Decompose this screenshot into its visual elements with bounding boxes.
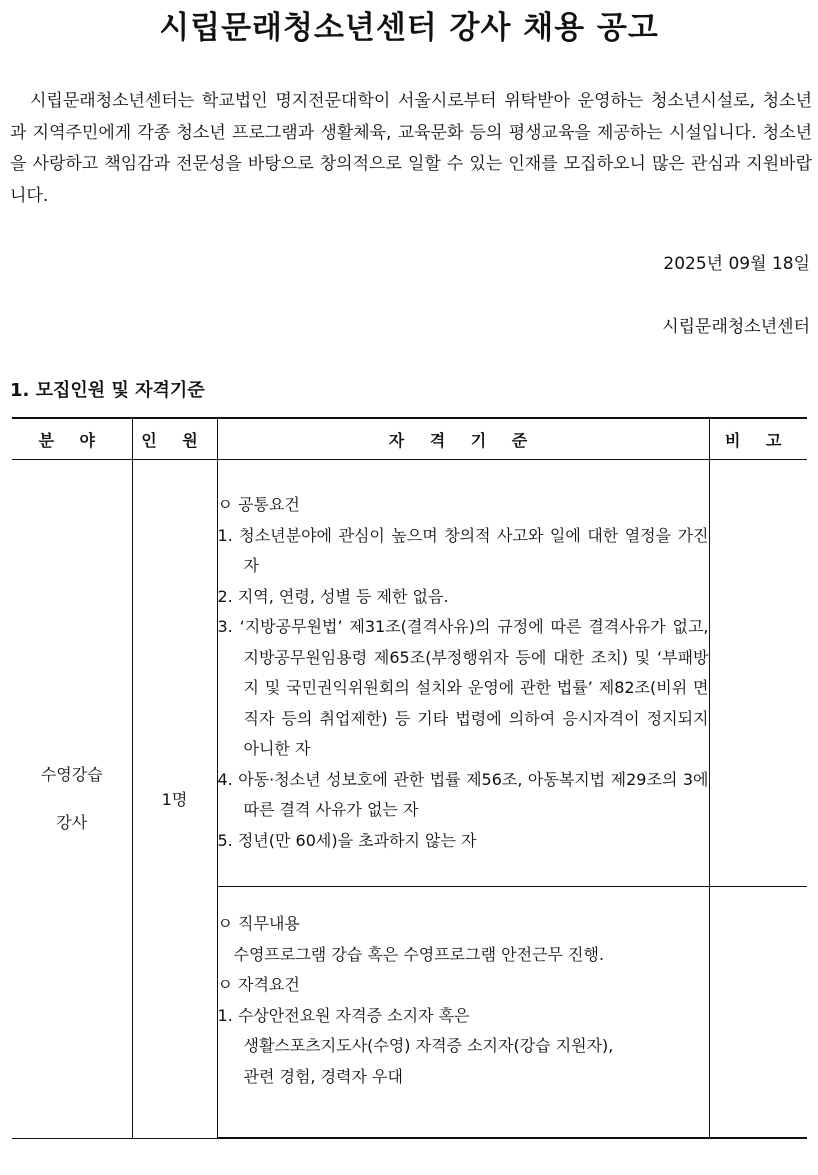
- qualification-sub-1: 생활스포츠지도사(수영) 자격증 소지자(강습 지원자),: [243, 1036, 614, 1055]
- field-line-2: 강사: [56, 812, 88, 832]
- announcement-date: 2025년 09월 18일: [663, 254, 810, 274]
- intro-paragraph: 시립문래청소년센터는 학교법인 명지전문대학이 서울시로부터 위탁받아 운영하는 청소년시설로, 청소년과 지역주민에게 각종 청소년 프로그램과 생활체육, 교육문화 등의 평생교육을 제공하는 시설입니다. 청소년을 사랑하고 책임감과 전문성을 바탕으로 창의적으로 일할 수 있는 인재를 모집하오니 많은 관심과 지원바랍니다.: [10, 91, 812, 206]
- common-item-5: 5. 정년(만 60세)을 초과하지 않는 자: [217, 830, 477, 850]
- header-note: 비 고: [709, 418, 807, 460]
- common-item-1: 1. 청소년분야에 관심이 높으며 창의적 사고와 일에 대한 열정을 가진 자: [217, 525, 709, 575]
- qualification-heading: ㅇ 자격요건: [217, 975, 300, 994]
- header-count: 인 원: [132, 418, 217, 460]
- note-cell-2: [709, 887, 807, 1139]
- common-item-4: 4. 아동·청소년 성보호에 관한 법률 제56조, 아동복지법 제29조의 3에 따른 결격 사유가 없는 자: [217, 769, 709, 819]
- qualification-sub-2: 관련 경험, 경력자 우대: [243, 1066, 403, 1086]
- section-title: 1. 모집인원 및 자격기준: [10, 380, 205, 401]
- duty-heading: ㅇ 직무내용: [217, 914, 300, 933]
- table-header-row: [12, 418, 807, 460]
- qualification-item-1: 1. 수상안전요원 자격증 소지자 혹은: [217, 1005, 470, 1025]
- table-row: [12, 460, 807, 887]
- duty-text: 수영프로그램 강습 혹은 수영프로그램 안전근무 진행.: [233, 944, 605, 964]
- count-cell: 1명: [132, 460, 217, 1139]
- recruitment-table: [12, 417, 807, 1139]
- field-cell: [12, 460, 132, 1139]
- common-heading: ㅇ 공통요건: [217, 495, 300, 514]
- field-line-1: 수영강습: [40, 764, 103, 784]
- duty-cell: [217, 887, 709, 1139]
- common-requirements-cell: [217, 460, 709, 887]
- organization-name: 시립문래청소년센터: [662, 317, 810, 337]
- page-title: 시립문래청소년센터 강사 채용 공고: [159, 10, 659, 46]
- header-criteria: 자 격 기 준: [217, 418, 709, 460]
- common-item-2: 2. 지역, 연령, 성별 등 제한 없음.: [217, 586, 449, 606]
- common-item-3: 3. ‘지방공무원법’ 제31조(결격사유)의 규정에 따른 결격사유가 없고, 지방공무원임용령 제65조(부정행위자 등에 대한 조치) 및 ‘부패방지 및 국민권익위원회의 설치와 운영에 관한 법률’ 제82조(비위 면직자 등의 취업제한) 등 기타 법령에 의하여 응시자격이 정지되지 아니한 자: [217, 617, 709, 758]
- note-cell-1: [709, 460, 807, 887]
- header-field: 분 야: [12, 418, 132, 460]
